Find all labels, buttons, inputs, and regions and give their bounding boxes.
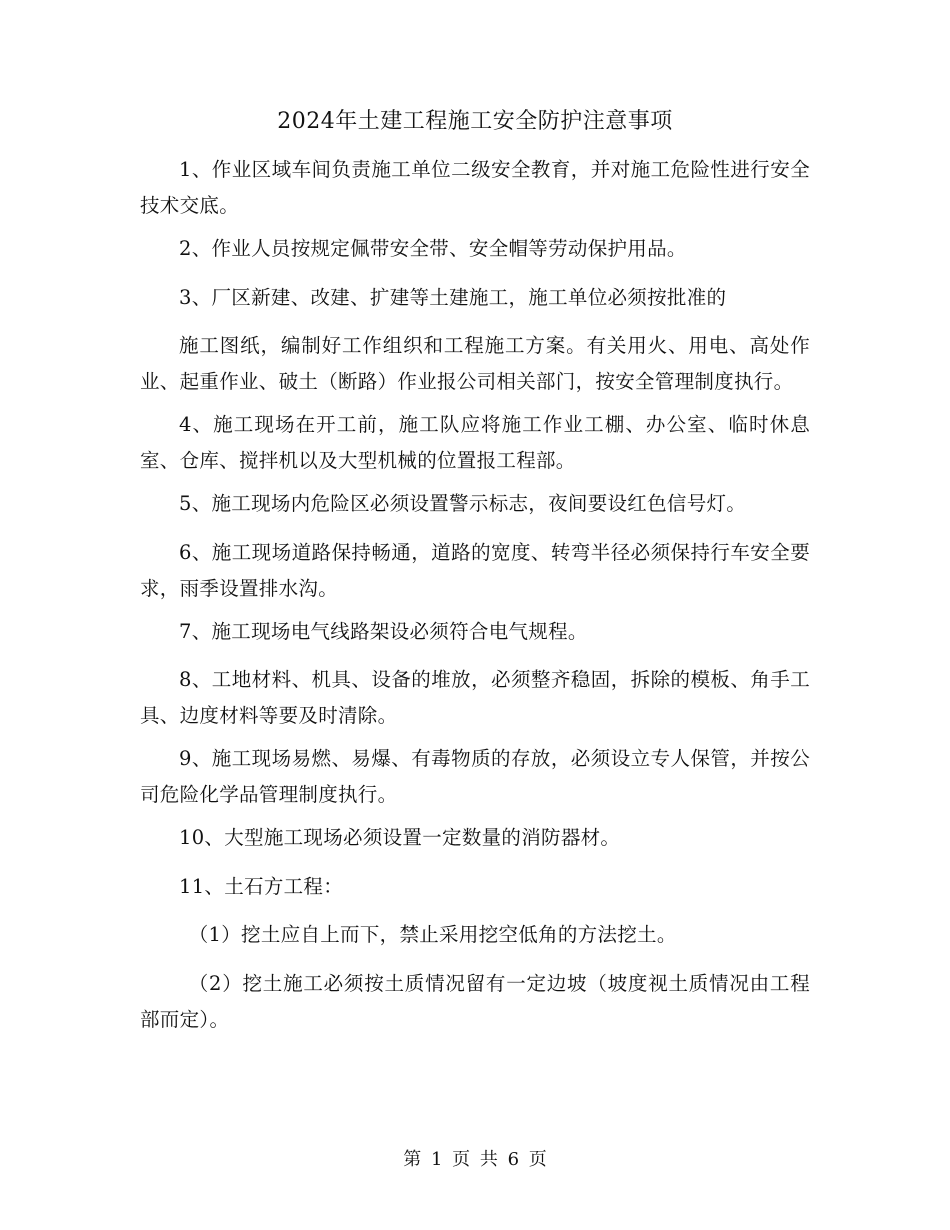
document-body (140, 152, 810, 1050)
paragraph-8: 8、工地材料、机具、设备的堆放，必须整齐稳固，拆除的模板、角手工具、边度材料等要及时清除。 (140, 668, 810, 727)
paragraph-2: 2、作业人员按规定佩带安全带、安全帽等劳动保护用品。 (179, 237, 687, 260)
paragraph-3-continued: 施工图纸，编制好工作组织和工程施工方案。有关用火、用电、高处作业、起重作业、破土（断路）作业报公司相关部门，按安全管理制度执行。 (140, 334, 810, 393)
paragraph-5: 5、施工现场内危险区必须设置警示标志，夜间要设红色信号灯。 (179, 492, 747, 515)
paragraph-11-item-2: （2）挖土施工必须按土质情况留有一定边坡（坡度视土质情况由工程部而定）。 (140, 971, 810, 1031)
document-title: 2024年土建工程施工安全防护注意事项 (277, 109, 673, 134)
paragraph-4: 4、施工现场在开工前，施工队应将施工作业工棚、办公室、临时休息室、仓库、搅拌机以及大型机械的位置报工程部。 (140, 413, 810, 472)
paragraph-3: 3、厂区新建、改建、扩建等土建施工，施工单位必须按批准的 (179, 285, 727, 309)
paragraph-9: 9、施工现场易燃、易爆、有毒物质的存放，必须设立专人保管，并按公司危险化学品管理制度执行。 (140, 747, 810, 806)
page-footer: 第 1 页 共 6 页 (403, 1149, 547, 1170)
paragraph-7: 7、施工现场电气线路架设必须符合电气规程。 (179, 619, 588, 643)
paragraph-1: 1、作业区域车间负责施工单位二级安全教育，并对施工危险性进行安全技术交底。 (140, 158, 810, 217)
paragraph-11: 11、土石方工程： (179, 874, 344, 898)
paragraph-11-item-1: （1）挖土应自上而下，禁止采用挖空低角的方法挖土。 (188, 923, 677, 946)
paragraph-10: 10、大型施工现场必须设置一定数量的消防器材。 (179, 826, 621, 849)
paragraph-6: 6、施工现场道路保持畅通，道路的宽度、转弯半径必须保持行车安全要求，雨季设置排水沟。 (140, 540, 810, 600)
